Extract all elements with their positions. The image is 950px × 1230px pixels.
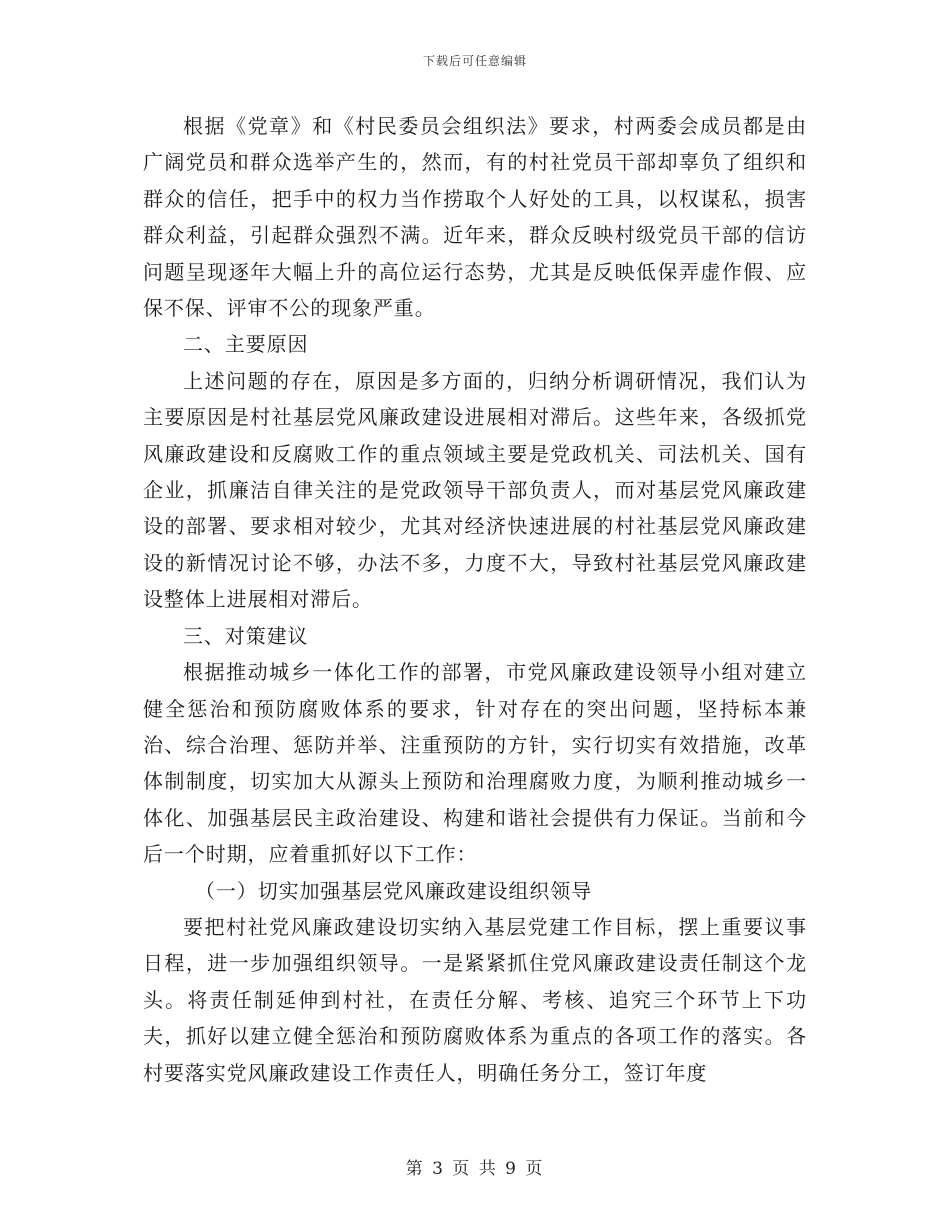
subsection-heading-1: （一）切实加强基层党风廉政建设组织领导: [195, 878, 593, 903]
section-heading-2: 二、主要原因: [183, 332, 309, 357]
document-body: [143, 108, 807, 1091]
section-heading-3: 三、对策建议: [183, 623, 309, 648]
paragraph-4: 要把村社党风廉政建设切实纳入基层党建工作目标，摆上重要议事日程，进一步加强组织领导。一是紧紧抓住党风廉政建设责任制这个龙头。将责任制延伸到村社，在责任分解、考核、追究三个环节上下功夫，抓好以建立健全惩治和预防腐败体系为重点的各项工作的落实。各村要落实党风廉政建设工作责任人，明确任务分工，签订年度: [143, 914, 807, 1085]
page-number-footer: 第 3 页 共 9 页: [405, 1159, 545, 1179]
page-header: 下载后可任意编辑: [422, 54, 527, 68]
paragraph-2: 上述问题的存在，原因是多方面的，归纳分析调研情况，我们认为主要原因是村社基层党风廉政建设进展相对滞后。这些年来，各级抓党风廉政建设和反腐败工作的重点领域主要是党政机关、司法机关、国有企业，抓廉洁自律关注的是党政领导干部负责人，而对基层党风廉政建设的部署、要求相对较少，尤其对经济快速进展的村社基层党风廉政建设的新情况讨论不够，办法不多，力度不大，导致村社基层党风廉政建设整体上进展相对滞后。: [143, 368, 807, 612]
paragraph-1: 根据《党章》和《村民委员会组织法》要求，村两委会成员都是由广阔党员和群众选举产生的，然而，有的村社党员干部却辜负了组织和群众的信任，把手中的权力当作捞取个人好处的工具，以权谋私，损害群众利益，引起群众强烈不满。近年来，群众反映村级党员干部的信访问题呈现逐年大幅上升的高位运行态势，尤其是反映低保弄虚作假、应保不保、评审不公的现象严重。: [143, 114, 807, 321]
paragraph-3: 根据推动城乡一体化工作的部署，市党风廉政建设领导小组对建立健全惩治和预防腐败体系的要求，针对存在的突出问题，坚持标本兼治、综合治理、惩防并举、注重预防的方针，实行切实有效措施，改革体制制度，切实加大从源头上预防和治理腐败力度，为顺利推动城乡一体化、加强基层民主政治建设、构建和谐社会提供有力保证。当前和今后一个时期，应着重抓好以下工作：: [143, 660, 807, 867]
